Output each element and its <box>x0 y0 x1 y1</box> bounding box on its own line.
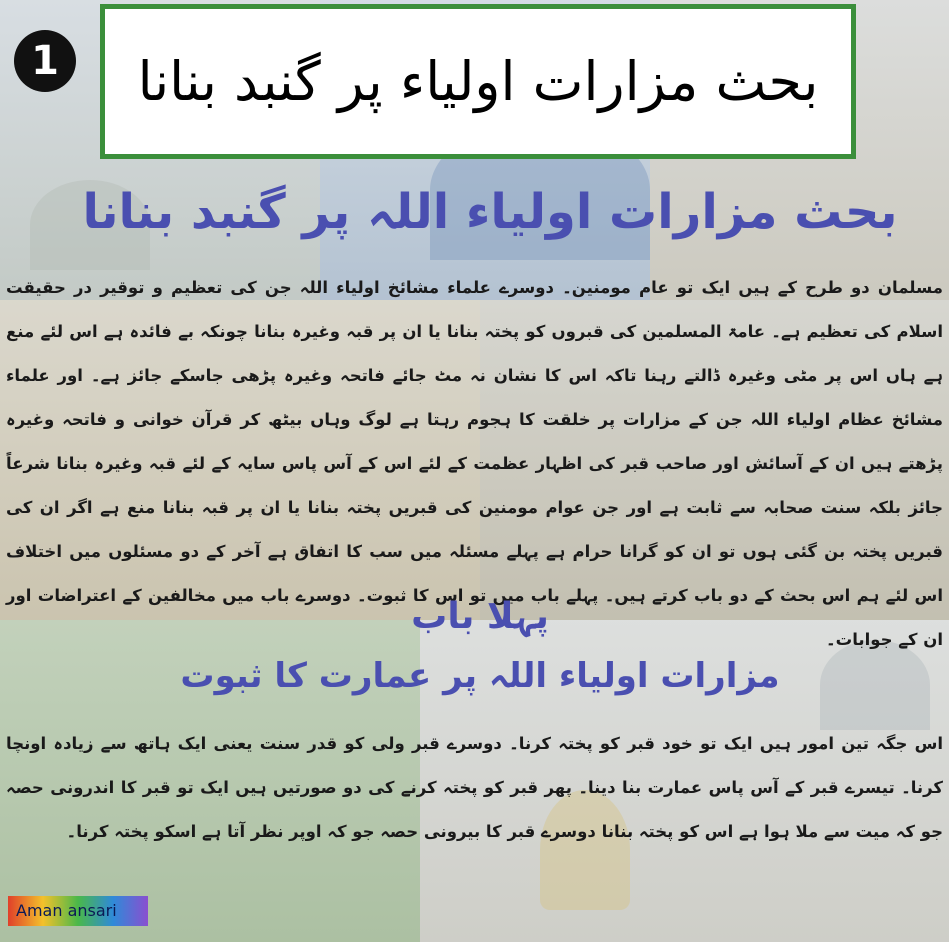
chapter-heading: پہلا باب <box>411 596 549 637</box>
author-signature: Aman ansari <box>8 896 148 926</box>
page-number-badge: 1 <box>14 30 76 92</box>
headline: بحث مزارات اولیاء اللہ پر گنبد بنانا <box>82 184 898 240</box>
chapter-paragraph: اس جگہ تین امور ہیں ایک تو خود قبر کو پختہ کرنا۔ دوسرے قبر ولی کو قدر سنت یعنی ایک ہاتھ سے زیادہ اونچا کرنا۔ تیسرے قبر کے آس پاس عمارت بنا دینا۔ پھر قبر کو پختہ کرنے کی دو صورتیں ہیں ایک تو قبر کا اندرونی حصہ جو کہ میت سے ملا ہوا ہے اس کو پختہ بنانا دوسرے قبر کا بیرونی حصہ جو کہ اوپر نظر آتا ہے اسکو پختہ کرنا۔ <box>6 734 943 841</box>
intro-paragraph: مسلمان دو طرح کے ہیں ایک تو عام مومنین۔ دوسرے علماء مشائخ اولیاء اللہ جن کی تعظیم و توقیر در حقیقت اسلام کی تعظیم ہے۔ عامۃ المسلمین کی قبروں کو پختہ بنانا یا ان پر قبہ وغیرہ بنانا چونکہ بے فائدہ ہے اس لئے منع ہے ہاں اس پر مٹی وغیرہ ڈالتے رہنا تاکہ اس کا نشان نہ مٹ جائے فاتحہ وغیرہ پڑھی جاسکے جائز ہے۔ اور علماء مشائخ عظام اولیاء اللہ جن کے مزارات پر خلقت کا ہجوم رہتا ہے لوگ وہاں بیٹھ کر قرآن خوانی و فاتحہ وغیرہ پڑھتے ہیں ان کے آسائش اور صاحب قبر کی اظہار عظمت کے لئے اس کے آس پاس سایہ کے لئے قبہ وغیرہ بنانا شرعاً جائز بلکہ سنت صحابہ سے ثابت ہے اور جن عوام مومنین کی قبریں پختہ بنانا یا ان پر قبہ بنانا منع ہے اگر ان کی قبریں پختہ بن گئی ہوں تو ان کو گرانا حرام ہے پہلے مسئلہ میں سب کا اتفاق ہے آخر کے دو مسئلوں میں اختلاف اس لئے ہم اس بحث کے دو باب کرتے ہیں۔ پہلے باب میں تو اس کا ثبوت۔ دوسرے باب میں مخالفین کے اعتراضات اور ان کے جوابات۔ <box>6 278 943 649</box>
chapter-subheading: مزارات اولیاء اللہ پر عمارت کا ثبوت <box>180 656 780 696</box>
title-box <box>100 4 856 159</box>
page-title: بحث مزارات اولیاء پر گنبد بنانا <box>137 50 819 113</box>
